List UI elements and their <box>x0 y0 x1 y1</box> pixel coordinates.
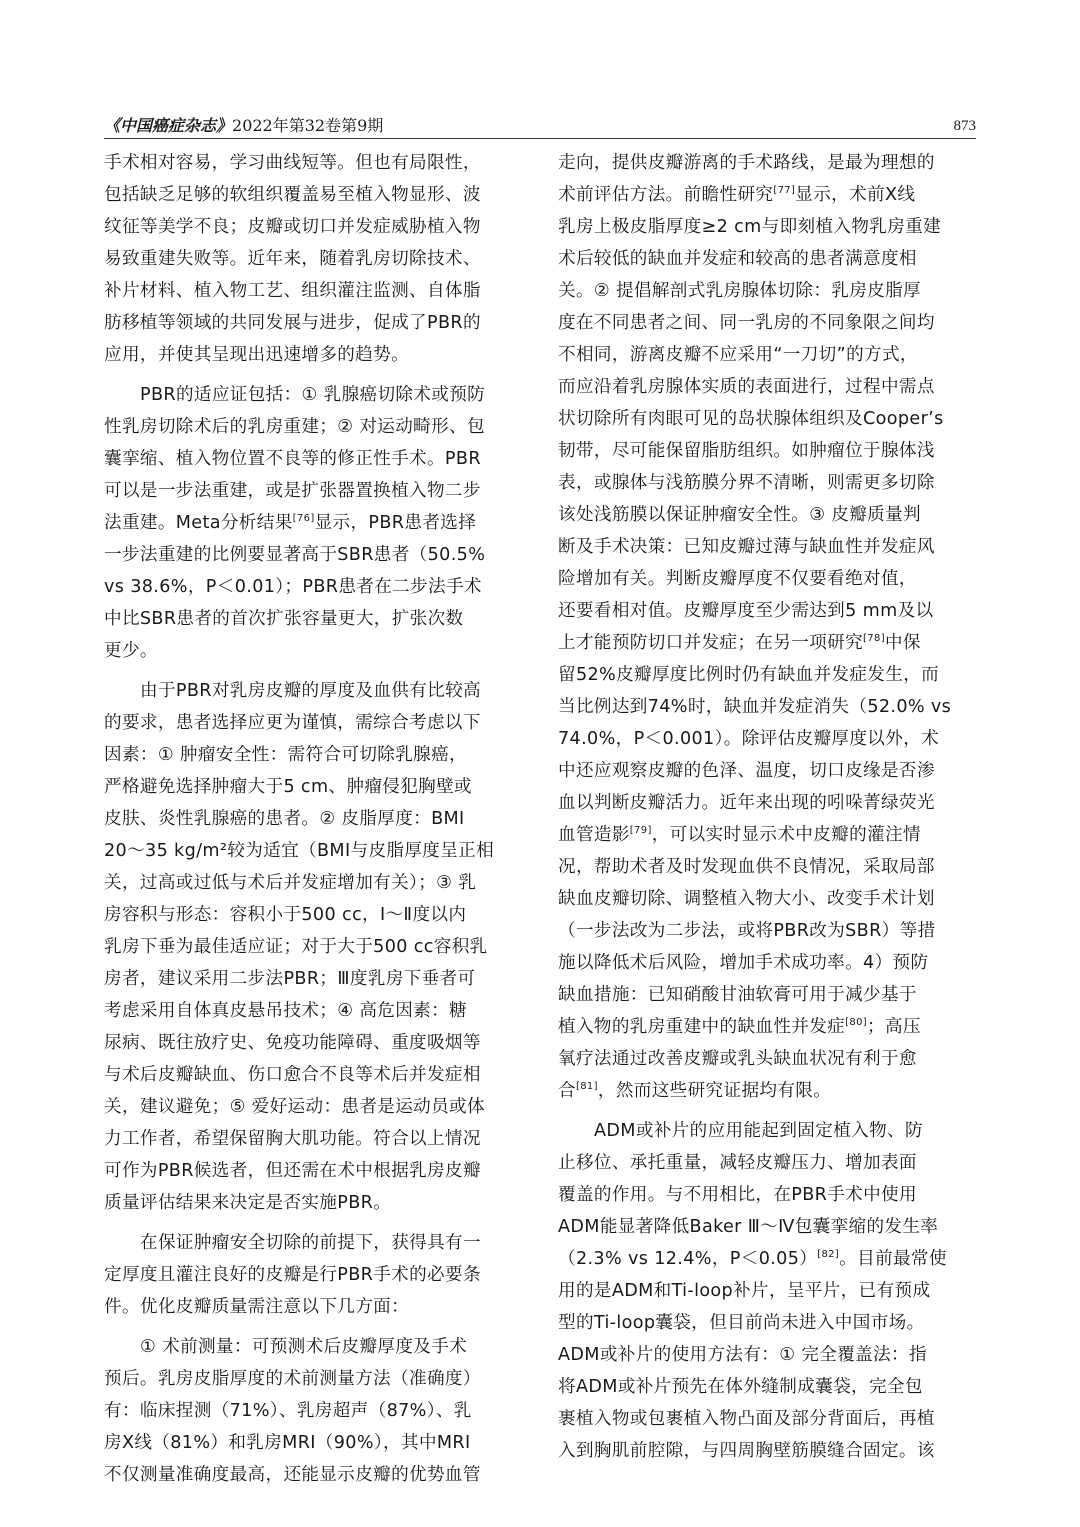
text-line: 的要求，患者选择应更为谨慎，需综合考虑以下 <box>104 713 481 733</box>
text-line: 性乳房切除术后的乳房重建；② 对运动畸形、包 <box>104 417 485 437</box>
citation-ref: [77] <box>773 185 796 196</box>
text-line: 植入物的乳房重建中的缺血性并发症[80]；高压 <box>558 1017 921 1037</box>
paragraph-gap <box>104 667 522 675</box>
text-line: 有：临床捏测（71%）、乳房超声（87%）、乳 <box>104 1401 472 1421</box>
citation-ref: [78] <box>863 633 885 644</box>
text-line: 20～35 kg/m²较为适宜（BMI与皮脂厚度呈正相 <box>104 841 495 861</box>
text-line: 断及手术决策：已知皮瓣过薄与缺血性并发症风 <box>558 537 935 557</box>
text-line: 乳房上极皮脂厚度≥2 cm与即刻植入物乳房重建 <box>558 217 942 237</box>
text-line: （2.3% vs 12.4%，P＜0.05）[82]。目前最常使 <box>558 1249 947 1269</box>
text-line: 术前评估方法。前瞻性研究[77]显示，术前X线 <box>558 185 916 205</box>
text-line: 一步法重建的比例要显著高于SBR患者（50.5% <box>104 545 486 565</box>
paragraph-gap <box>558 1107 976 1115</box>
text-line: 乳房下垂为最佳适应证；对于大于500 cc容积乳 <box>104 937 488 957</box>
text-line: 用的是ADM和Ti-loop补片，呈平片，已有预成 <box>558 1281 931 1301</box>
text-line: 可作为PBR候选者，但还需在术中根据乳房皮瓣 <box>104 1161 481 1181</box>
text-line: 房X线（81%）和乳房MRI（90%），其中MRI <box>104 1433 471 1453</box>
citation-ref: [79] <box>629 825 652 836</box>
page-number: 873 <box>953 118 976 134</box>
text-line: 房容积与形态：容积小于500 cc，Ⅰ～Ⅱ度以内 <box>104 905 467 925</box>
text-line: 房者，建议采用二步法PBR；Ⅲ度乳房下垂者可 <box>104 969 476 989</box>
text-line: 质量评估结果来决定是否实施PBR。 <box>104 1193 392 1213</box>
text-line: 中比SBR患者的首次扩张容量更大，扩张次数 <box>104 609 464 629</box>
text-line: 囊挛缩、植入物位置不良等的修正性手术。PBR <box>104 449 481 469</box>
text-line: 施以降低术后风险，增加手术成功率。4）预防 <box>558 953 929 973</box>
text-line: 况，帮助术者及时发现血供不良情况，采取局部 <box>558 857 935 877</box>
text-line: 严格避免选择肿瘤大于5 cm、肿瘤侵犯胸壁或 <box>104 777 472 797</box>
page-header <box>104 114 976 139</box>
text-line: ADM或补片的应用能起到固定植入物、防 <box>594 1121 923 1141</box>
text-line: 与术后皮瓣缺血、伤口愈合不良等术后并发症相 <box>104 1065 481 1085</box>
text-line: 血管造影[79]，可以实时显示术中皮瓣的灌注情 <box>558 825 921 845</box>
text-line: 合[81]，然而这些研究证据均有限。 <box>558 1081 832 1101</box>
text-line: （一步法改为二步法，或将PBR改为SBR）等措 <box>558 921 936 941</box>
text-line: 走向，提供皮瓣游离的手术路线，是最为理想的 <box>558 153 935 173</box>
text-line: 血以判断皮瓣活力。近年来出现的吲哚菁绿荧光 <box>558 793 935 813</box>
text-line: 肪移植等领域的共同发展与进步，促成了PBR的 <box>104 313 481 333</box>
text-line: 手术相对容易，学习曲线短等。但也有局限性， <box>104 153 481 173</box>
text-line: 补片材料、植入物工艺、组织灌注监测、自体脂 <box>104 281 481 301</box>
text-line: 不相同，游离皮瓣不应采用“一刀切”的方式， <box>558 345 918 365</box>
text-line: 定厚度且灌注良好的皮瓣是行PBR手术的必要条 <box>104 1265 481 1285</box>
text-line: 而应沿着乳房腺体实质的表面进行，过程中需点 <box>558 377 935 397</box>
text-line: 将ADM或补片预先在体外缝制成囊袋，完全包 <box>558 1377 923 1397</box>
text-line: 裹植入物或包裹植入物凸面及部分背面后，再植 <box>558 1409 935 1429</box>
text-line: 氧疗法通过改善皮瓣或乳头缺血状况有利于愈 <box>558 1049 917 1069</box>
text-line: 法重建。Meta分析结果[76]显示，PBR患者选择 <box>104 513 477 533</box>
journal-citation <box>104 114 383 138</box>
citation-ref: [82] <box>817 1249 840 1260</box>
text-line: 当比例达到74%时，缺血并发症消失（52.0% vs <box>558 697 952 717</box>
text-line: 止移位、承托重量，减轻皮瓣压力、增加表面 <box>558 1153 917 1173</box>
text-line: 韧带，尽可能保留脂肪组织。如肿瘤位于腺体浅 <box>558 441 935 461</box>
text-line: 型的Ti-loop囊袋，但目前尚未进入中国市场。 <box>558 1313 925 1333</box>
text-line: PBR的适应证包括：① 乳腺癌切除术或预防 <box>140 385 486 405</box>
text-line: 表，或腺体与浅筋膜分界不清晰，则需更多切除 <box>558 473 935 493</box>
text-line: 上才能预防切口并发症；在另一项研究[78]中保 <box>558 633 921 653</box>
citation-ref: [80] <box>845 1017 868 1028</box>
text-line: 关。② 提倡解剖式乳房腺体切除：乳房皮脂厚 <box>558 281 921 301</box>
text-line: 缺血皮瓣切除、调整植入物大小、改变手术计划 <box>558 889 935 909</box>
journal-name: 《中国癌症杂志》 <box>104 116 233 135</box>
text-line: 缺血措施：已知硝酸甘油软膏可用于减少基于 <box>558 985 917 1005</box>
text-line: 覆盖的作用。与不用相比，在PBR手术中使用 <box>558 1185 917 1205</box>
text-line: 入到胸肌前腔隙，与四周胸壁筋膜缝合固定。该 <box>558 1441 935 1461</box>
text-line: ADM或补片的使用方法有：① 完全覆盖法：指 <box>558 1345 927 1365</box>
text-line: 术后较低的缺血并发症和较高的患者满意度相 <box>558 249 917 269</box>
text-line: 度在不同患者之间、同一乳房的不同象限之间均 <box>558 313 935 333</box>
text-line: 可以是一步法重建，或是扩张器置换植入物二步 <box>104 481 481 501</box>
text-line: 应用，并使其呈现出迅速增多的趋势。 <box>104 345 410 365</box>
journal-issue: 2022年第32卷第9期 <box>232 116 384 135</box>
right-column <box>558 147 976 1467</box>
text-line: 易致重建失败等。近年来，随着乳房切除技术、 <box>104 249 481 269</box>
paragraph-gap <box>104 1323 522 1331</box>
citation-ref: [76] <box>292 513 315 524</box>
text-line: ① 术前测量：可预测术后皮瓣厚度及手术 <box>140 1337 468 1357</box>
text-line: 皮肤、炎性乳腺癌的患者。② 皮脂厚度：BMI <box>104 809 465 829</box>
text-line: 状切除所有肉眼可见的岛状腺体组织及Cooper’s <box>558 409 944 429</box>
text-line: 因素：① 肿瘤安全性：需符合可切除乳腺癌， <box>104 745 467 765</box>
text-line: 关，建议避免；⑤ 爱好运动：患者是运动员或体 <box>104 1097 485 1117</box>
text-line: 关，过高或过低与术后并发症增加有关）；③ 乳 <box>104 873 477 893</box>
text-line: 预后。乳房皮脂厚度的术前测量方法（准确度） <box>104 1369 481 1389</box>
text-line: 包括缺乏足够的软组织覆盖易至植入物显形、波 <box>104 185 481 205</box>
text-line: 该处浅筋膜以保证肿瘤安全性。③ 皮瓣质量判 <box>558 505 921 525</box>
text-line: 考虑采用自体真皮悬吊技术；④ 高危因素：糖 <box>104 1001 467 1021</box>
left-column <box>104 147 522 1491</box>
text-line: 不仅测量准确度最高，还能显示皮瓣的优势血管 <box>104 1465 481 1485</box>
paragraph-gap <box>104 371 522 379</box>
text-line: vs 38.6%，P＜0.01）；PBR患者在二步法手术 <box>104 577 482 597</box>
text-line: 更少。 <box>104 641 158 661</box>
text-line: 由于PBR对乳房皮瓣的厚度及血供有比较高 <box>140 681 481 701</box>
text-line: 在保证肿瘤安全切除的前提下，获得具有一 <box>140 1233 481 1253</box>
text-line: 尿病、既往放疗史、免疫功能障碍、重度吸烟等 <box>104 1033 481 1053</box>
text-line: ADM能显著降低Baker Ⅲ～Ⅳ包囊挛缩的发生率 <box>558 1217 939 1237</box>
text-line: 险增加有关。判断皮瓣厚度不仅要看绝对值， <box>558 569 917 589</box>
paragraph-gap <box>104 1219 522 1227</box>
text-line: 件。优化皮瓣质量需注意以下几方面： <box>104 1297 410 1317</box>
text-line: 还要看相对值。皮瓣厚度至少需达到5 mm及以 <box>558 601 934 621</box>
text-line: 力工作者，希望保留胸大肌功能。符合以上情况 <box>104 1129 481 1149</box>
text-line: 74.0%，P＜0.001）。除评估皮瓣厚度以外，术 <box>558 729 940 749</box>
text-line: 纹征等美学不良；皮瓣或切口并发症威胁植入物 <box>104 217 481 237</box>
text-line: 中还应观察皮瓣的色泽、温度，切口皮缘是否渗 <box>558 761 935 781</box>
citation-ref: [81] <box>575 1081 598 1092</box>
text-line: 留52%皮瓣厚度比例时仍有缺血并发症发生，而 <box>558 665 940 685</box>
